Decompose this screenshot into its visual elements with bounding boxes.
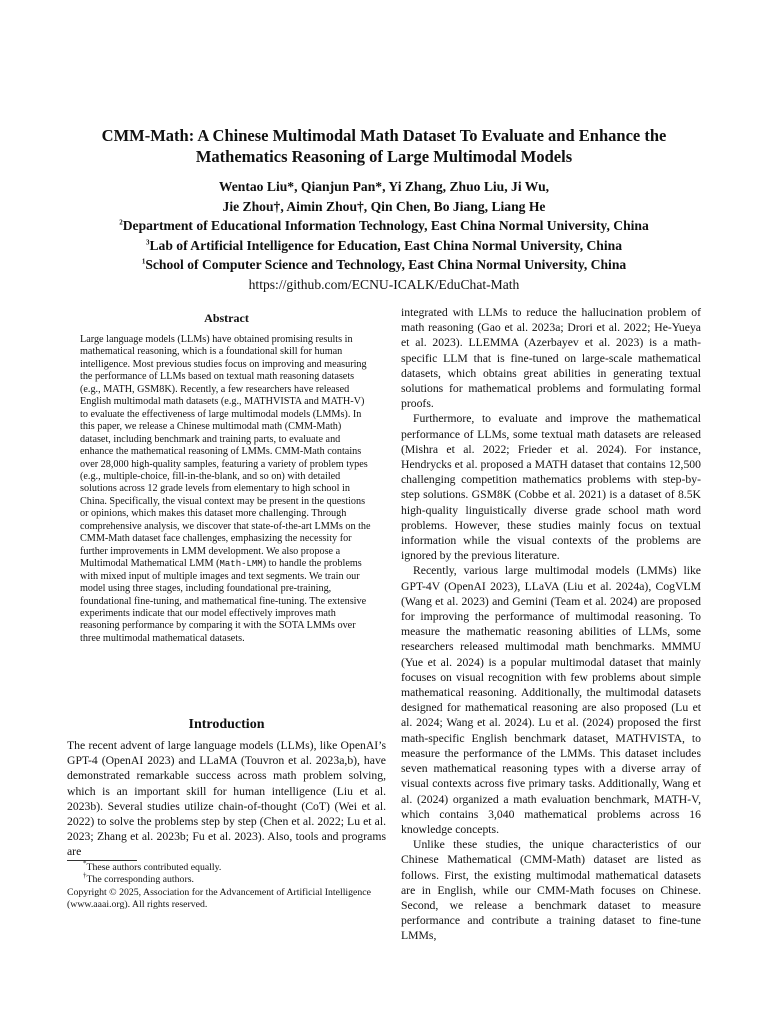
intro-paragraph-4: Unlike these studies, the unique characteristics of our Chinese Mathematical (CMM-Math) dataset are listed as follows. First, the existing multimodal mathematical datasets are in English, while our CMM-Math focuses on Chinese. Second, we release a benchmark dataset to measure performance and contribute a training dataset to fine-tune LMMs,: [401, 838, 701, 943]
left-column: [67, 310, 386, 859]
author-block: [30, 177, 738, 294]
footnote-2-text: The corresponding authors.: [86, 874, 194, 885]
footnote-2: [67, 871, 386, 886]
title-line-2: Mathematics Reasoning of Large Multimodal Models: [195, 147, 573, 166]
introduction-left-text: [67, 738, 386, 860]
footnote-1-mark: *: [83, 859, 87, 868]
authors-line-1: Wentao Liu*, Qianjun Pan*, Yi Zhang, Zhuo Liu, Ji Wu,: [218, 179, 550, 194]
intro-paragraph-1: The recent advent of large language models (LLMs), like OpenAI’s GPT-4 (OpenAI 2023) and LLaMA (Touvron et al. 2023a,b), have demonstrated remarkable success across math problem solving, which is an important skill for human intelligence (Liu et al. 2023b). Several studies utilize chain-of-thought (CoT) (Wei et al. 2022) to solve the problems step by step (Chen et al. 2022; Lu et al. 2023; Zhang et al. 2023b; Fu et al. 2023). Also, tools and programs are: [67, 739, 386, 859]
footnote-1: [67, 859, 386, 874]
abstract-text-2: ) to handle the problems with mixed input of multiple images and text segments. We train our model using three stages, including foundational pre-training, foundational fine-tuning, and mathematical fine-tuning. The extensive experiments indicate that our model effectively improves math reasoning performance by comparing it with the SOTA LMMs over three multimodal mathematical datasets.: [80, 558, 367, 644]
affiliation-2-mark: 3: [145, 237, 150, 246]
affiliation-1-mark: 2: [119, 218, 123, 227]
footnote-1-text: These authors contributed equally.: [86, 862, 222, 873]
introduction-heading: Introduction: [188, 717, 265, 732]
affiliation-3-mark: 1: [141, 257, 146, 266]
repository-url[interactable]: https://github.com/ECNU-ICALK/EduChat-Math: [248, 276, 520, 292]
intro-paragraph-continued: integrated with LLMs to reduce the hallucination problem of math reasoning (Gao et al. 2023a; Drori et al. 2022; He-Yueya et al. 2023). LLEMMA (Azerbayev et al. 2023) is a math-specific LLM that is fine-tuned on large-scale mathematical datasets, which obtains great abilities in generating textual solutions for mathematical problems and formulating formal proofs.: [401, 306, 701, 411]
abstract-text-1: Large language models (LLMs) have obtained promising results in mathematical reasoning, which is a foundational skill for human intelligence. Most previous studies focus on improving and measuring the performance of LLMs based on textual math reasoning datasets (e.g., MATH, GSM8K). Recently, a few researchers have released English multimodal math datasets (e.g., MATHVISTA and MATH-V) to evaluate the effectiveness of large multimodal models (LMMs). In this paper, we release a Chinese multimodal math (CMM-Math) dataset, including benchmark and training parts, to evaluate and enhance the mathematical reasoning of LMMs. CMM-Math contains over 28,000 high-quality samples, featuring a variety of problem types (e.g., multiple-choice, fill-in-the-blank, and so on) with detailed solutions across 12 grade levels from elementary to high school in China. Specifically, the visual context may be present in the questions or opinions, which makes this dataset more challenging. Through comprehensive analysis, we discover that state-of-the-art LMMs on the CMM-Math dataset face challenges, emphasizing the necessity for further improvements in LMM development. We also propose a Multimodal Mathematical LMM (: [80, 334, 371, 570]
abstract-heading: Abstract: [204, 311, 249, 325]
footnotes: [67, 859, 386, 911]
affiliation-1-text: Department of Educational Information Technology, East China Normal University, China: [122, 218, 649, 233]
affiliation-1: [30, 216, 738, 236]
title-line-1: CMM-Math: A Chinese Multimodal Math Dataset To Evaluate and Enhance the: [101, 126, 667, 145]
affiliation-2: [30, 236, 738, 256]
abstract-model-name: Math-LMM: [219, 559, 263, 570]
footnote-rule: [67, 860, 137, 861]
copyright-notice: Copyright © 2025, Association for the Advancement of Artificial Intelligence (www.aaai.org). All rights reserved.: [67, 887, 371, 910]
abstract-body: [80, 334, 373, 645]
authors-line-2: Jie Zhou†, Aimin Zhou†, Qin Chen, Bo Jiang, Liang He: [222, 198, 546, 214]
affiliation-2-text: Lab of Artificial Intelligence for Education, East China Normal University, China: [149, 237, 622, 253]
paper-title: [40, 125, 728, 167]
intro-paragraph-2: Furthermore, to evaluate and improve the mathematical performance of LLMs, some textual math datasets are released (Mishra et al. 2022; Frieder et al. 2024). For instance, Hendrycks et al. proposed a MATH dataset that contains 12,500 challenging competition mathematics problems with step-by-step solutions. GSM8K (Cobbe et al. 2021) is a dataset of 8.5K high-quality linguistically diverse grade school math word problems. However, these studies mainly focus on textual information while the visual contexts of the problems are ignored by the previous literature.: [401, 412, 701, 563]
footnote-2-mark: †: [83, 871, 87, 880]
intro-paragraph-3: Recently, various large multimodal models (LMMs) like GPT-4V (OpenAI 2023), LLaVA (Liu et al. 2024a), CogVLM (Wang et al. 2023) and Gemini (Team et al. 2024) are proposed for improving the performance of multimodal reasoning. To measure the mathematic reasoning abilities of LLMs, some researchers released multimodal math benchmarks. MMMU (Yue et al. 2024) is a popular multimodal dataset that mainly focuses on visual recognition with few problems about simple mathematical reasoning. Additionally, the multimodal datasets designed for mathematical reasoning are also proposed (Lu et al. 2024; Wang et al. 2024). Lu et al. (2024) proposed the first math-specific English benchmark dataset, MATHVISTA, to measure the performance of the LMMs. This dataset includes seven mathematical reasoning types with a diverse array of visual contexts across five primary tasks. Additionally, Wang et al. (2024) organized a math evaluation benchmark, MATH-V, which contains 3,040 mathematical problems across 16 knowledge concepts.: [401, 564, 701, 836]
right-column: [401, 305, 701, 944]
affiliation-3: [30, 255, 738, 275]
affiliation-3-text: School of Computer Science and Technology, East China Normal University, China: [145, 257, 627, 272]
